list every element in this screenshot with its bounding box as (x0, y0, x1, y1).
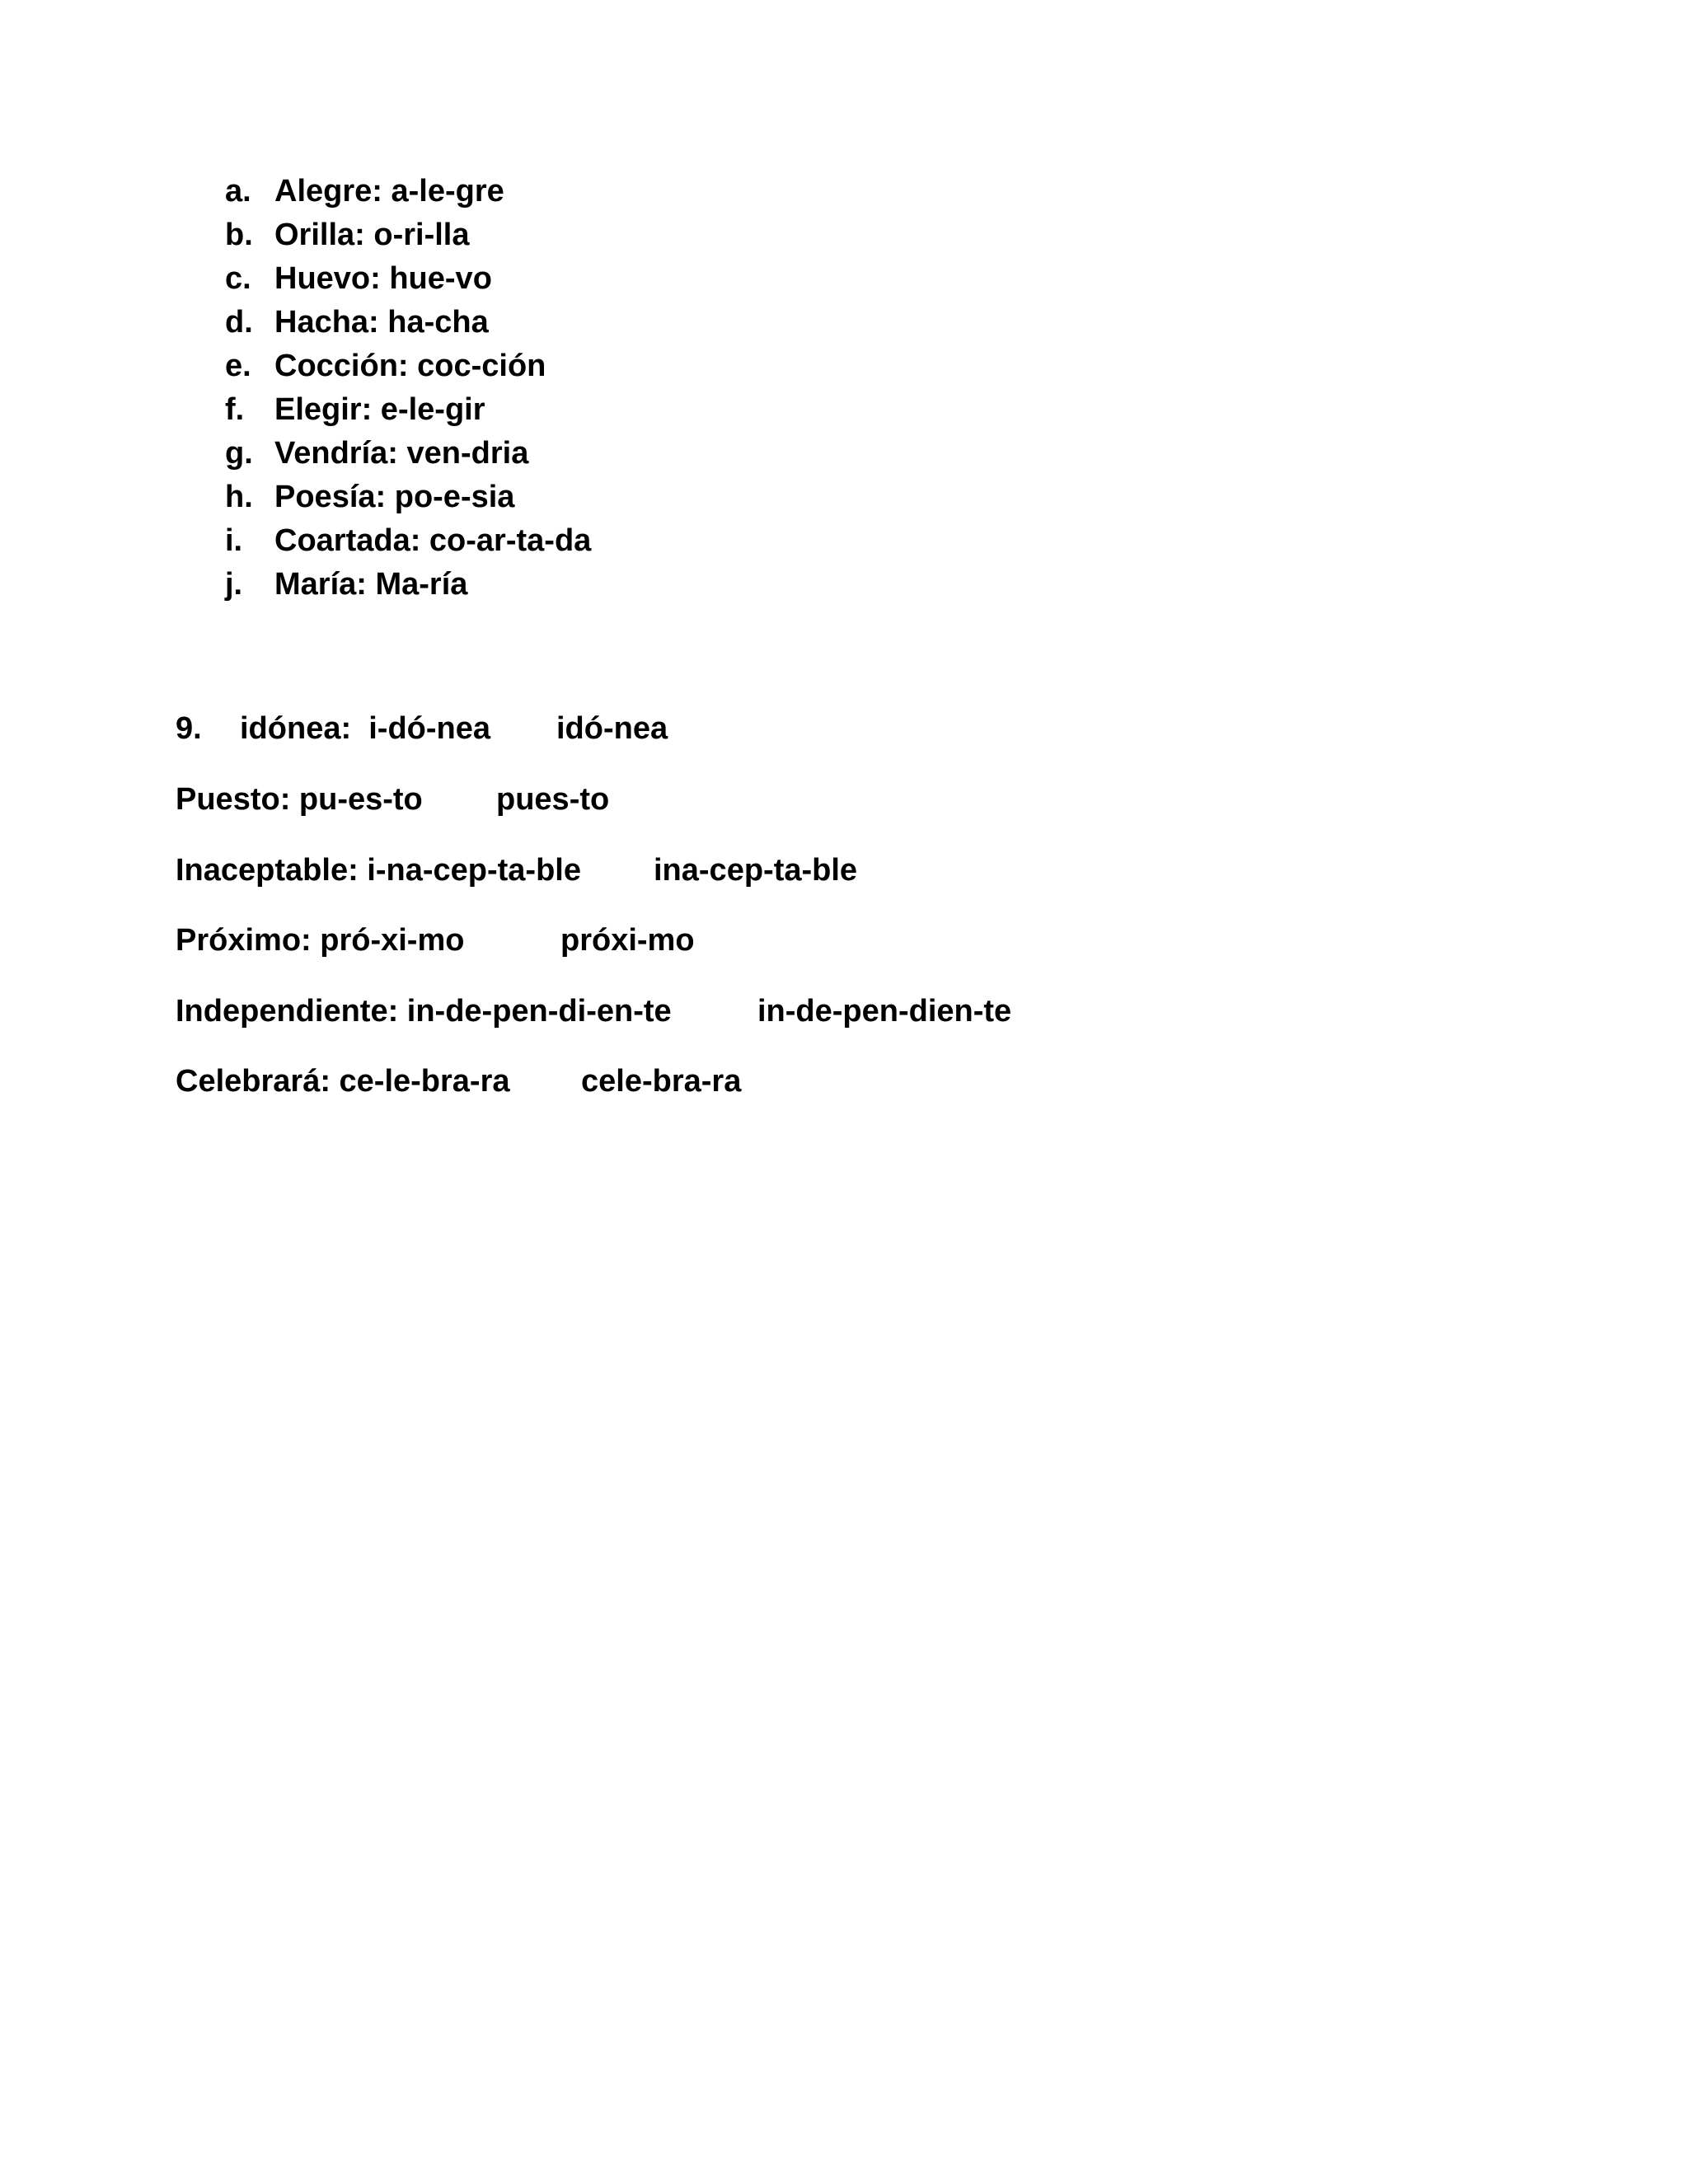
exercise-word: Celebrará: ce-le-bra-ra (176, 1064, 510, 1099)
exercise-split: cele-bra-ra (581, 1064, 742, 1099)
list-marker: f. (225, 392, 245, 427)
list-marker: b. (225, 218, 253, 252)
exercise-row (176, 917, 695, 963)
exercise-row (176, 776, 610, 823)
list-item-text: Huevo: hue-vo (274, 261, 492, 296)
exercise-row (176, 988, 1012, 1034)
exercise-split: próxi-mo (560, 923, 695, 958)
exercise-number: 9. (176, 711, 202, 746)
list-item-text: Elegir: e-le-gir (274, 392, 485, 427)
exercise-word: Inaceptable: i-na-cep-ta-ble (176, 853, 581, 888)
exercise-row (176, 705, 668, 752)
list-marker: j. (225, 567, 243, 602)
exercise-row (176, 847, 858, 893)
exercise-row (176, 1058, 742, 1104)
exercise-word: Puesto: pu-es-to (176, 782, 423, 817)
list-item-text: Poesía: po-e-sia (274, 480, 515, 514)
list-marker: g. (225, 436, 253, 471)
list-marker: c. (225, 261, 251, 296)
exercise-word: Próximo: pró-xi-mo (176, 923, 465, 958)
list-marker: e. (225, 349, 251, 383)
list-item-text: María: Ma-ría (274, 567, 468, 602)
list-item-text: Vendría: ven-dria (274, 436, 529, 471)
exercise-word: idónea: i-dó-nea (240, 711, 490, 746)
list-marker: d. (225, 305, 253, 340)
exercise-split: ina-cep-ta-ble (654, 853, 858, 888)
exercise-split: idó-nea (556, 711, 668, 746)
list-item-text: Cocción: coc-ción (274, 349, 546, 383)
exercise-word: Independiente: in-de-pen-di-en-te (176, 994, 672, 1029)
list-item-text: Orilla: o-ri-lla (274, 218, 470, 252)
list-marker: i. (225, 523, 243, 558)
list-item-text: Alegre: a-le-gre (274, 174, 504, 209)
list-marker: h. (225, 480, 253, 514)
exercise-split: pues-to (496, 782, 610, 817)
list-item-text: Hacha: ha-cha (274, 305, 489, 340)
exercise-split: in-de-pen-dien-te (757, 994, 1012, 1029)
list-marker: a. (225, 174, 251, 209)
list-item-text: Coartada: co-ar-ta-da (274, 523, 592, 558)
